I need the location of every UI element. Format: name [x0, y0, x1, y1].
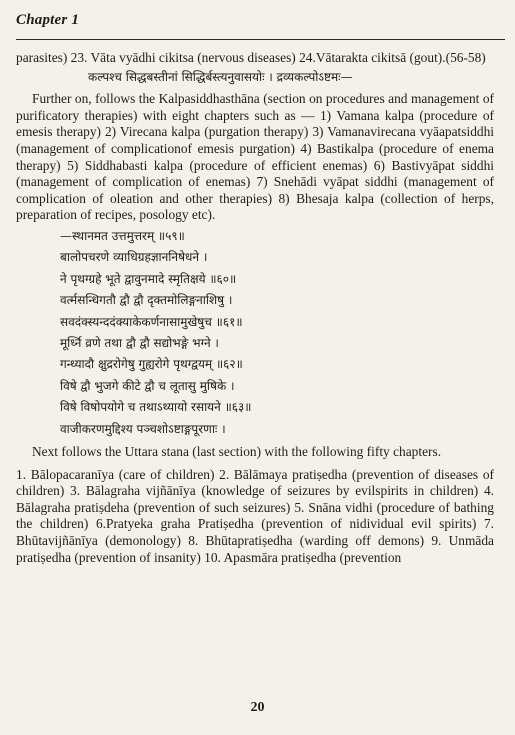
- sanskrit-verse-block: [16, 226, 494, 440]
- verse-line: सवदंक्स्यन्ददंक्याकेकर्णनासामुखेषुच ॥६१॥: [60, 314, 243, 329]
- verse-line: मूर्ध्नि व्रणे तथा द्वौ द्वौ सद्योभङ्गे भग्ने ।: [60, 335, 219, 350]
- paragraph-2: Further on, follows the Kalpasiddhasthāna (section on procedures and management of purificatory therapies) with eight chapters such as — 1) Vamana kalpa (procedure of emesis therapy) 2) Virecana kalpa (purgation therapy) 3) Vamanavirecana vyāapatsiddhi (management of complicationof emesis purgation) 4) Bastikalpa (procedure of enema therapy) 5) Siddhabasti kalpa (procedure of efficient enemas) 6) Bastivyāpat siddhi (management of complication of enemas) 7) Snehādi vyāpat siddhi (management of complication of oleation and other therapies) 8) Bhesaja kalpa (collection of herps, preparation of recipes, posology etc).: [16, 91, 494, 223]
- verse-line: वर्त्मसन्धिगतौ द्वौ द्वौ दृक्तमोलिङ्गनाशिषु ।: [60, 293, 233, 308]
- verse-line: —स्थानमत उत्तमुत्तरम् ॥५९॥: [60, 228, 185, 243]
- verse-line: गन्ध्यादौ क्षुद्ररोगेषु गुह्यरोगे पृथग्द्वयम् ॥६२॥: [60, 357, 243, 372]
- verse-line: बालोपचरणे व्याधिग्रहज्ञाननिषेधने ।: [60, 250, 208, 265]
- verse-line: विषे द्वौ भुजगे कीटे द्वौ च लूतासु मुषिके ।: [60, 378, 235, 393]
- paragraph-4: 1. Bālopacaranīya (care of children) 2. Bālāmaya pratiṣedha (prevention of diseases of children) 3. Bālagraha vijñānīya (knowledge of seizures by evilspirits in children) 4. Bālagraha pratiṣdeha (prevention of such seizures) 5. Snāna vidhi (procedure of bathing the children) 6.Pratyeka graha Pratiṣedha (prevention of nidividual evil spirits) 7. Bhūtavijñānīya (demonology) 8. Bhūtapratiṣedha (warding off demons) 9. Unmāda pratiṣedha (prevention of insanity) 10. Apasmāra pratiṣedha (prevention: [16, 466, 494, 565]
- header-rule: [16, 39, 505, 40]
- page-number: 20: [250, 700, 265, 715]
- verse-line: ने पृथग्ग्रहे भूते द्वावुनमादे स्मृतिक्षये ॥६०॥: [60, 271, 237, 286]
- paragraph-3: Next follows the Uttara stana (last section) with the following fifty chapters.: [32, 444, 442, 459]
- verse-line: विषे विषोपयोगे च तथाऽथ्यायो रसायने ॥६३॥: [60, 400, 252, 415]
- chapter-heading: Chapter 1: [16, 12, 80, 28]
- verse-line: वाजीकरणमुद्दिश्य पञ्चशोऽष्टाङ्गपूरणाः ।: [60, 421, 226, 436]
- paragraph-1: parasites) 23. Vāta vyādhi cikitsa (nervous diseases) 24.Vātarakta cikitsā (gout).(56-58): [16, 50, 486, 65]
- page-body: [16, 50, 494, 566]
- sanskrit-line: कल्पश्च सिद्धबस्तीनां सिद्धिर्बस्त्यनुवासयोः । द्रव्यकल्पोऽष्टमः—: [88, 69, 353, 84]
